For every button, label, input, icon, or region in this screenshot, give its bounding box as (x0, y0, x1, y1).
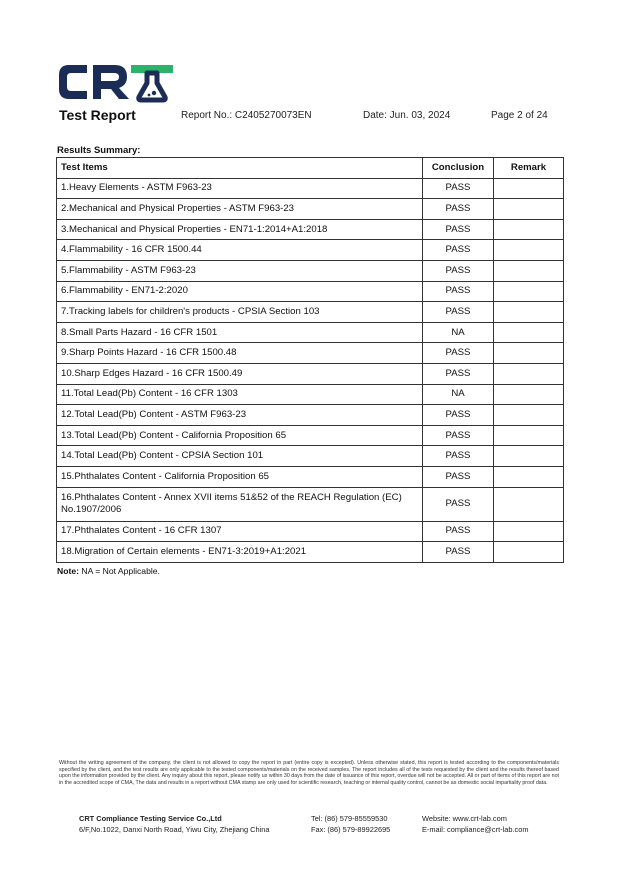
test-item: 2.Mechanical and Physical Properties - ASTM F963-23 (57, 199, 423, 220)
conclusion: PASS (423, 487, 494, 521)
table-row (57, 363, 564, 384)
table-row (57, 219, 564, 240)
page-number: Page 2 of 24 (491, 110, 548, 121)
test-item: 14.Total Lead(Pb) Content - CPSIA Section 101 (57, 446, 423, 467)
report-number: Report No.: C2405270073EN (181, 110, 312, 121)
conclusion: PASS (423, 178, 494, 199)
table-row (57, 302, 564, 323)
table-row (57, 343, 564, 364)
table-row (57, 446, 564, 467)
results-table (56, 157, 564, 563)
table-row (57, 542, 564, 563)
conclusion: PASS (423, 219, 494, 240)
test-item: 8.Small Parts Hazard - 16 CFR 1501 (57, 322, 423, 343)
table-row (57, 384, 564, 405)
logo-letter-r (93, 65, 129, 99)
footer-address: 6/F,No.1022, Danxi North Road, Yiwu City, Zhejiang China (79, 825, 270, 834)
note-text: NA = Not Applicable. (78, 566, 160, 576)
results-summary-label: Results Summary: (57, 145, 141, 156)
logo-bubble (148, 94, 151, 97)
disclaimer-text: Without the writing agreement of the company, the client is not allowed to copy the report in part (entire copy is excepted). Unless otherwise stated, this report is tested according to the components/materials specified by the client, and the test results are only applicable to the tested components/materials on the received samples. The report includes all of the tests requested by the client and the results thereof based upon the information provided by the client. Any inquiry about this report, please notify us within 30 days from the date of issuance of this report, overdue will not be accepted. All or part of items of this report are not in the accredited scope of CMA, The data and results in a report without CMA stamp are only used for scientific research, teaching or internal quality control, cannot be as domestic social impartiality proof data. (59, 760, 559, 786)
test-item: 15.Phthalates Content - California Proposition 65 (57, 466, 423, 487)
test-item: 1.Heavy Elements - ASTM F963-23 (57, 178, 423, 199)
conclusion: PASS (423, 542, 494, 563)
table-row (57, 425, 564, 446)
table-row (57, 521, 564, 542)
remark (494, 322, 564, 343)
test-item: 11.Total Lead(Pb) Content - 16 CFR 1303 (57, 384, 423, 405)
test-item: 4.Flammability - 16 CFR 1500.44 (57, 240, 423, 261)
conclusion: PASS (423, 260, 494, 281)
table-row (57, 199, 564, 220)
remark (494, 487, 564, 521)
test-item: 5.Flammability - ASTM F963-23 (57, 260, 423, 281)
test-item: 10.Sharp Edges Hazard - 16 CFR 1500.49 (57, 363, 423, 384)
report-date: Date: Jun. 03, 2024 (363, 110, 451, 121)
test-item: 3.Mechanical and Physical Properties - EN71-1:2014+A1:2018 (57, 219, 423, 240)
remark (494, 466, 564, 487)
table-row (57, 260, 564, 281)
table-row (57, 405, 564, 426)
table-row (57, 281, 564, 302)
footer-company: CRT Compliance Testing Service Co.,Ltd (79, 814, 222, 823)
remark (494, 425, 564, 446)
remark (494, 219, 564, 240)
footer-tel: Tel: (86) 579-85559530 (311, 814, 388, 823)
conclusion: PASS (423, 405, 494, 426)
report-header (59, 106, 559, 126)
remark (494, 302, 564, 323)
test-item: 7.Tracking labels for children's products - CPSIA Section 103 (57, 302, 423, 323)
header-conclusion: Conclusion (423, 158, 494, 179)
test-item: 16.Phthalates Content - Annex XVII items 51&52 of the REACH Regulation (EC) No.1907/2006 (57, 487, 423, 521)
logo-flask (139, 73, 166, 100)
conclusion: PASS (423, 240, 494, 261)
test-item: 12.Total Lead(Pb) Content - ASTM F963-23 (57, 405, 423, 426)
remark (494, 542, 564, 563)
conclusion: PASS (423, 302, 494, 323)
remark (494, 281, 564, 302)
conclusion: PASS (423, 281, 494, 302)
crt-logo (57, 57, 177, 107)
test-item: 9.Sharp Points Hazard - 16 CFR 1500.48 (57, 343, 423, 364)
test-item: 18.Migration of Certain elements - EN71-3:2019+A1:2021 (57, 542, 423, 563)
footer-fax: Fax: (86) 579-89922695 (311, 825, 391, 834)
conclusion: NA (423, 384, 494, 405)
remark (494, 178, 564, 199)
remark (494, 260, 564, 281)
table-row (57, 240, 564, 261)
conclusion: PASS (423, 446, 494, 467)
report-title: Test Report (59, 107, 136, 123)
remark (494, 240, 564, 261)
table-row (57, 487, 564, 521)
conclusion: NA (423, 322, 494, 343)
conclusion: PASS (423, 521, 494, 542)
conclusion: PASS (423, 199, 494, 220)
footer-email: E-mail: compliance@crt-lab.com (422, 825, 529, 834)
table-header-row (57, 158, 564, 179)
remark (494, 343, 564, 364)
table-note (57, 566, 160, 576)
note-label: Note: (57, 566, 79, 576)
test-item: 17.Phthalates Content - 16 CFR 1307 (57, 521, 423, 542)
test-item: 6.Flammability - EN71-2:2020 (57, 281, 423, 302)
table-row (57, 178, 564, 199)
header-test-items: Test Items (57, 158, 423, 179)
conclusion: PASS (423, 425, 494, 446)
remark (494, 363, 564, 384)
table-row (57, 322, 564, 343)
remark (494, 199, 564, 220)
logo-letter-c (59, 65, 87, 99)
footer-website: Website: www.crt-lab.com (422, 814, 507, 823)
conclusion: PASS (423, 363, 494, 384)
header-remark: Remark (494, 158, 564, 179)
table-row (57, 466, 564, 487)
logo-bubble (152, 91, 156, 95)
conclusion: PASS (423, 466, 494, 487)
remark (494, 384, 564, 405)
test-item: 13.Total Lead(Pb) Content - California Proposition 65 (57, 425, 423, 446)
conclusion: PASS (423, 343, 494, 364)
remark (494, 405, 564, 426)
remark (494, 446, 564, 467)
remark (494, 521, 564, 542)
